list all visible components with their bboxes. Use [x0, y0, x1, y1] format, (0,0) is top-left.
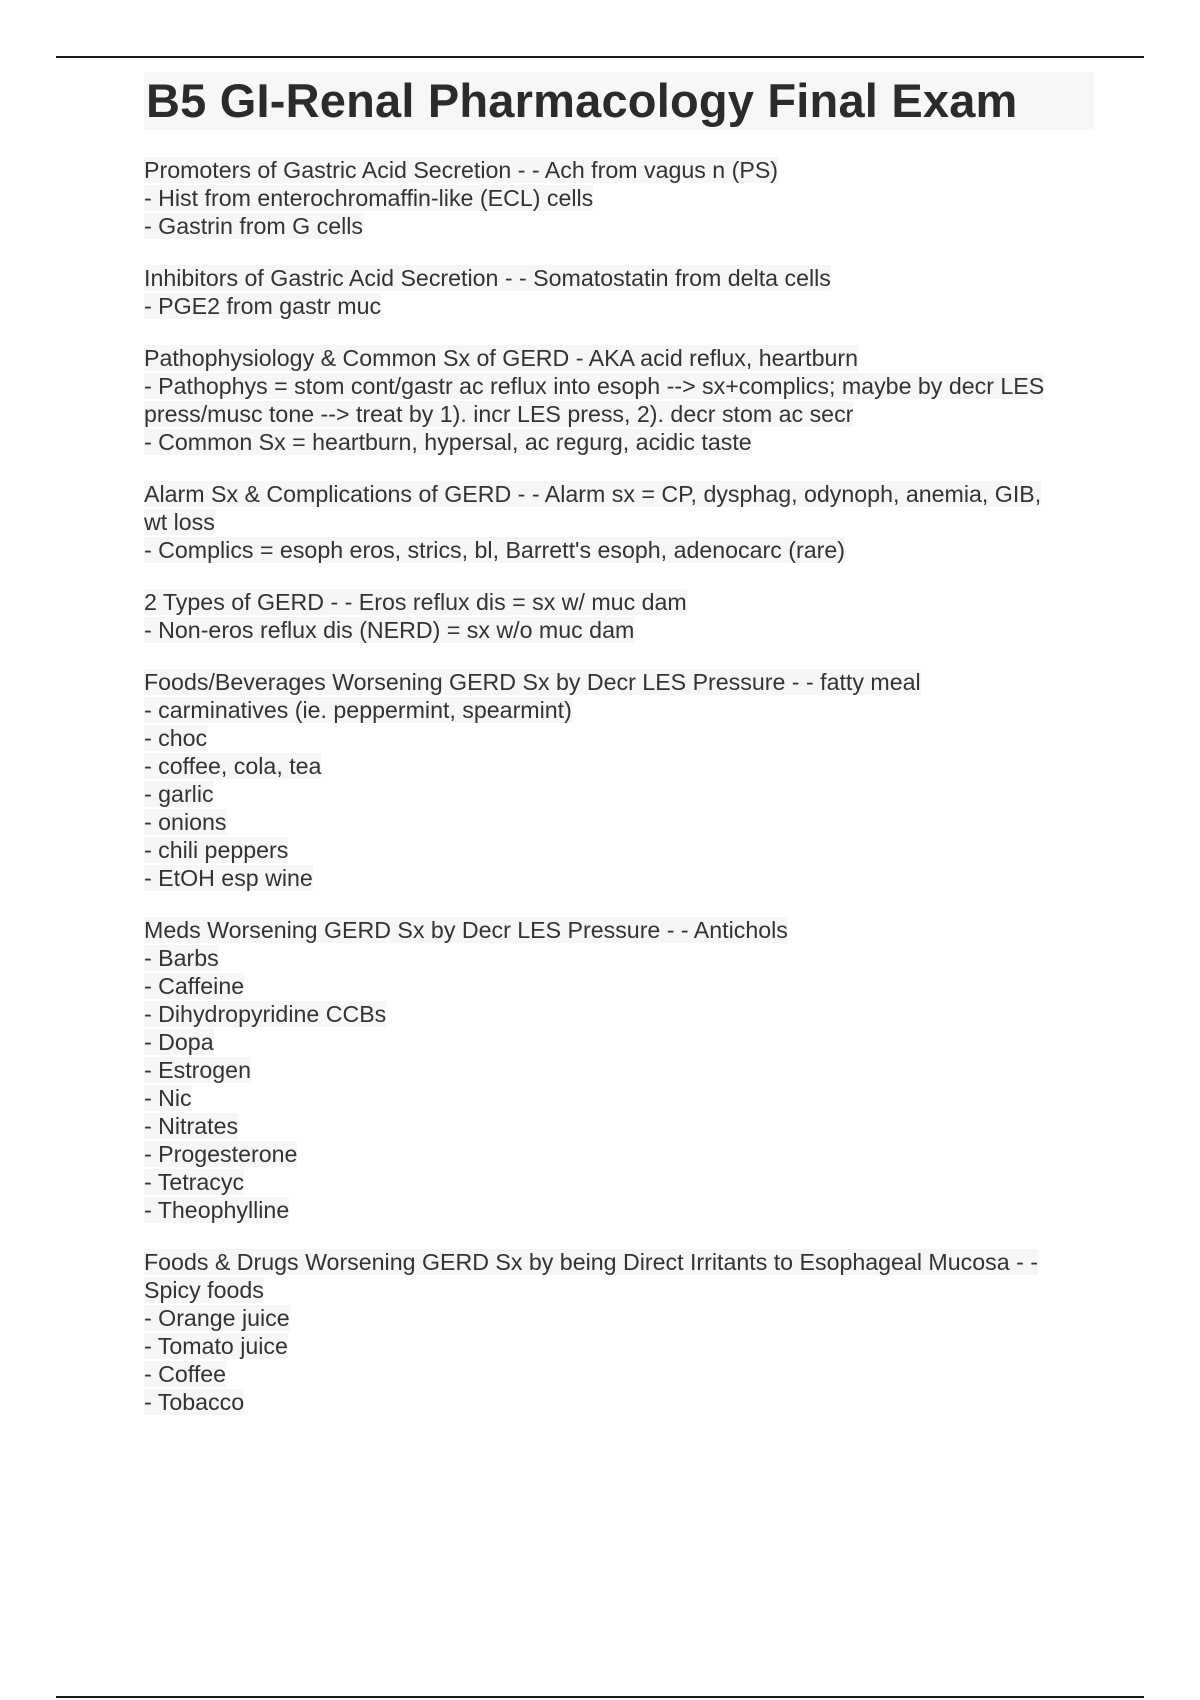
flashcard-question-line — [144, 588, 1094, 616]
line-text: - Nic — [144, 1085, 192, 1111]
line-text: - Gastrin from G cells — [144, 213, 364, 239]
line-text: - Nitrates — [144, 1113, 239, 1139]
flashcard-answer-line — [144, 292, 1094, 320]
flashcard-answer-line — [144, 1168, 1094, 1196]
flashcard-answer-line — [144, 184, 1094, 212]
line-text: - Theophylline — [144, 1197, 290, 1223]
line-text: - EtOH esp wine — [144, 865, 313, 891]
document-title: B5 GI-Renal Pharmacology Final Exam — [144, 72, 1094, 130]
line-text: wt loss — [144, 509, 215, 535]
flashcard-answer-line — [144, 372, 1094, 400]
line-text: - Coffee — [144, 1361, 227, 1387]
flashcard-answer-line — [144, 1196, 1094, 1224]
flashcard-question-line — [144, 1248, 1094, 1276]
line-text: - Dopa — [144, 1029, 214, 1055]
flashcard-6 — [144, 668, 1094, 892]
flashcard-answer-line — [144, 212, 1094, 240]
flashcard-answer-line — [144, 972, 1094, 1000]
flashcard-answer-line — [144, 1084, 1094, 1112]
flashcard-answer-line — [144, 428, 1094, 456]
line-text: - Common Sx = heartburn, hypersal, ac regurg, acidic taste — [144, 429, 752, 455]
line-text: - Pathophys = stom cont/gastr ac reflux into esoph --> sx+complics; maybe by decr LES — [144, 373, 1045, 399]
line-text: - choc — [144, 725, 208, 751]
flashcard-answer-line — [144, 1056, 1094, 1084]
flashcard-4 — [144, 480, 1094, 564]
line-text: Alarm Sx & Complications of GERD - - Alarm sx = CP, dysphag, odynoph, anemia, GIB, — [144, 481, 1042, 507]
line-text: - Orange juice — [144, 1305, 290, 1331]
flashcard-question-line — [144, 156, 1094, 184]
flashcard-3 — [144, 344, 1094, 456]
line-text: Promoters of Gastric Acid Secretion - - Ach from vagus n (PS) — [144, 157, 779, 183]
bottom-rule — [56, 1696, 1144, 1698]
flashcard-answer-line — [144, 1276, 1094, 1304]
line-text: - Non-eros reflux dis (NERD) = sx w/o muc dam — [144, 617, 635, 643]
flashcard-answer-line — [144, 1360, 1094, 1388]
line-text: - PGE2 from gastr muc — [144, 293, 382, 319]
line-text: press/musc tone --> treat by 1). incr LES press, 2). decr stom ac secr — [144, 401, 854, 427]
line-text: Pathophysiology & Common Sx of GERD - AKA acid reflux, heartburn — [144, 345, 858, 371]
line-text: - chili peppers — [144, 837, 289, 863]
flashcard-answer-line — [144, 508, 1094, 536]
flashcard-question-line — [144, 344, 1094, 372]
flashcard-1 — [144, 156, 1094, 240]
line-text: Foods/Beverages Worsening GERD Sx by Decr LES Pressure - - fatty meal — [144, 669, 921, 695]
flashcard-answer-line — [144, 780, 1094, 808]
flashcard-answer-line — [144, 724, 1094, 752]
flashcard-answer-line — [144, 1028, 1094, 1056]
document-body — [144, 72, 1094, 1440]
line-text: - garlic — [144, 781, 214, 807]
flashcard-answer-line — [144, 1000, 1094, 1028]
line-text: Inhibitors of Gastric Acid Secretion - - Somatostatin from delta cells — [144, 265, 831, 291]
flashcard-answer-line — [144, 864, 1094, 892]
top-rule — [56, 56, 1144, 58]
flashcard-answer-line — [144, 616, 1094, 644]
flashcard-question-line — [144, 264, 1094, 292]
flashcard-answer-line — [144, 400, 1094, 428]
flashcard-8 — [144, 1248, 1094, 1416]
flashcard-answer-line — [144, 808, 1094, 836]
flashcard-answer-line — [144, 1332, 1094, 1360]
line-text: - Tobacco — [144, 1389, 245, 1415]
line-text: - Complics = esoph eros, strics, bl, Barrett's esoph, adenocarc (rare) — [144, 537, 845, 563]
line-text: Meds Worsening GERD Sx by Decr LES Pressure - - Antichols — [144, 917, 788, 943]
line-text: - Progesterone — [144, 1141, 298, 1167]
flashcard-answer-line — [144, 1388, 1094, 1416]
line-text: Spicy foods — [144, 1277, 264, 1303]
flashcard-question-line — [144, 668, 1094, 696]
flashcard-question-line — [144, 480, 1094, 508]
line-text: - Caffeine — [144, 973, 245, 999]
line-text: - Tomato juice — [144, 1333, 288, 1359]
flashcard-answer-line — [144, 536, 1094, 564]
line-text: - onions — [144, 809, 227, 835]
flashcard-list — [144, 156, 1094, 1416]
line-text: Foods & Drugs Worsening GERD Sx by being Direct Irritants to Esophageal Mucosa - - — [144, 1249, 1038, 1275]
flashcard-answer-line — [144, 1140, 1094, 1168]
flashcard-answer-line — [144, 1304, 1094, 1332]
flashcard-7 — [144, 916, 1094, 1224]
line-text: - Barbs — [144, 945, 219, 971]
flashcard-answer-line — [144, 836, 1094, 864]
flashcard-answer-line — [144, 696, 1094, 724]
line-text: - Hist from enterochromaffin-like (ECL) cells — [144, 185, 594, 211]
flashcard-2 — [144, 264, 1094, 320]
flashcard-answer-line — [144, 944, 1094, 972]
line-text: - coffee, cola, tea — [144, 753, 322, 779]
line-text: - Estrogen — [144, 1057, 251, 1083]
line-text: 2 Types of GERD - - Eros reflux dis = sx w/ muc dam — [144, 589, 687, 615]
line-text: - Dihydropyridine CCBs — [144, 1001, 387, 1027]
flashcard-question-line — [144, 916, 1094, 944]
line-text: - carminatives (ie. peppermint, spearmint) — [144, 697, 572, 723]
flashcard-5 — [144, 588, 1094, 644]
flashcard-answer-line — [144, 1112, 1094, 1140]
line-text: - Tetracyc — [144, 1169, 245, 1195]
flashcard-answer-line — [144, 752, 1094, 780]
